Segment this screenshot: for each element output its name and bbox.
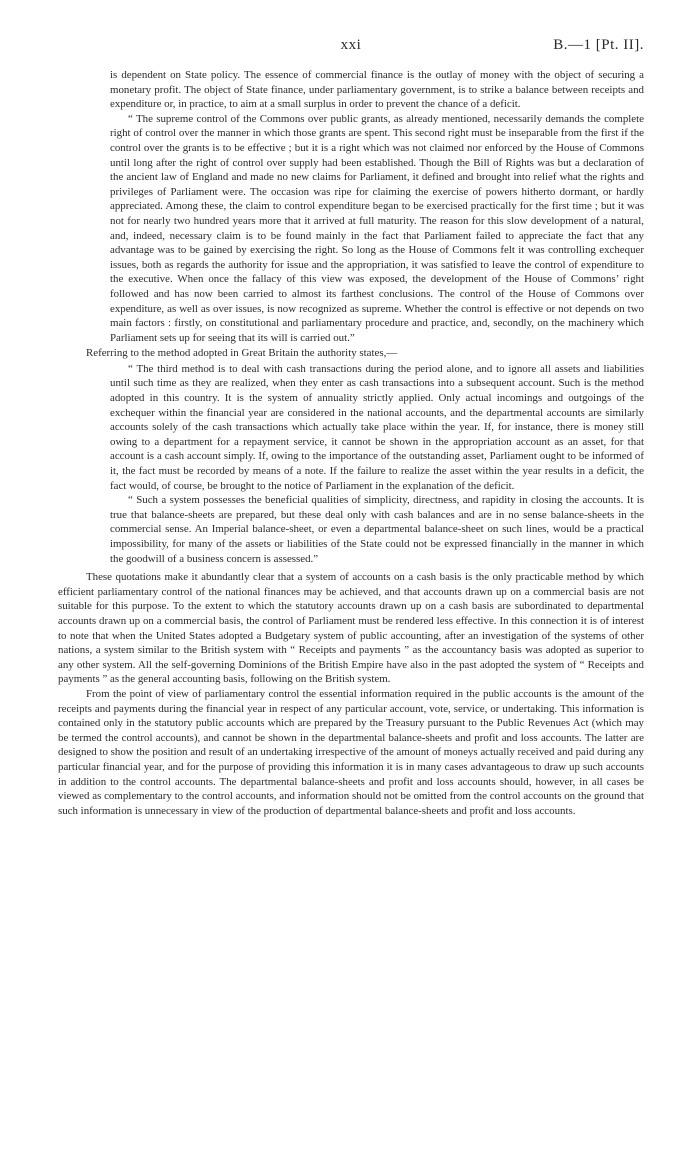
body-paragraph-1: These quotations make it abundantly clear that a system of accounts on a cash basis is the only practicable method by which efficient parliamentary control of the national finances may be achieved, and that accounts drawn up on a commercial basis are not suitable for this purpose. To the extent to which the statutory accounts drawn up on a cash basis are subordinated to departmental accounts drawn up on a commercial basis, the control of Parliament must be rendered less effective. In this connection it is of interest to note that when the United States adopted a Budgetary system of public accounting, after an investigation of the systems of other nations, a system similar to the British system with “ Receipts and payments ” as the accountancy basis was adopted as superior to any other system. All the self-governing Dominions of the British Empire have also in the past adopted the system of “ Receipts and payments ” as the general accounting basis, following on the British system.: [58, 571, 644, 686]
page-header: [58, 38, 644, 64]
lead-in-text: Referring to the method adopted in Great Britain the authority states,—: [86, 347, 398, 360]
quote-two-paragraph-2: “ Such a system possesses the beneficial qualities of simplicity, directness, and rapidity in closing the accounts. It is true that balance-sheets are prepared, but these deal only with cash balances and are in no sense balance-sheets in the commercial sense. An Imperial balance-sheet, or even a departmental balance-sheet on such lines, would be a practical impossibility, for many of the assets or liabilities of the State could not be expressed financially in the manner in which the goodwill of a business concern is assessed.”: [110, 494, 644, 565]
quote-one-paragraph-2: “ The supreme control of the Commons over public grants, as already mentioned, necessarily demands the complete right of control over the manner in which those grants are spent. This second right must be inseparable from the first if the control over the grants is to be effective ; but it is a right which was not claimed nor enforced by the House of Commons until long after the right of control over supply had been established. Though the Bill of Rights was but a declaration of the ancient law of England and made no new claims for Parliament, it defined and brought into relief what the rights and privileges of Parliament were. The occasion was ripe for claiming the exercise of powers hitherto dormant, or hardly appreciated. Among these, the claim to control expenditure began to be exercised practically for the first time ; but it was not for nearly two hundred years more that it arrived at full maturity. The reason for this slow development of a natural, and, indeed, necessary claim is to be found mainly in the fact that Parliament failed to appreciate the fact that any advantage was to be gained by exercising the right. So long as the House of Commons felt it was controlling exchequer issues, both as regards the authority for issue and the appropriation, it was satisfied to leave the control of expenditure to the executive. When once the fallacy of this view was exposed, the development of the House of Commons’ right followed and has now been carried to almost its farthest conclusions. The control of the House of Commons over expenditure, as well as over issues, is now recognized as supreme. Whether the control is effective or not depends on two main factors : firstly, on constitutional and parliamentary procedure and practice, and, secondly, on the machinery which Parliament sets up for seeing that its will is carried out.”: [110, 112, 644, 344]
page-number: xxi: [340, 37, 362, 53]
body-text: [58, 570, 644, 818]
quote-one-paragraph-1: is dependent on State policy. The essence of commercial finance is the outlay of money with the object of securing a monetary profit. The object of State finance, under parliamentary government, is to strike a balance between receipts and expenditure or, in practice, to aim at a small surplus in order to prevent the chance of a deficit.: [110, 69, 644, 111]
quotation-block-two: [58, 362, 644, 566]
body-paragraph-2: From the point of view of parliamentary control the essential information required in the public accounts is the amount of the receipts and payments during the financial year in respect of any particular account, vote, service, or undertaking. This information is contained only in the statutory public accounts which are prepared by the Treasury pursuant to the Public Revenues Act (which may be termed the control accounts), and cannot be shown in the departmental balance-sheets and profit and loss accounts. The latter are designed to show the position and result of an undertaking irrespective of the amount of moneys actually received and paid during any particular financial year, and for the purpose of providing this information it is in many cases advantageous to draw up such accounts in addition to the control accounts. The departmental balance-sheets and profit and loss accounts should, however, in all cases be viewed as complementary to the control accounts, and information should not be omitted from the control accounts on the ground that such information is unnecessary in view of the production of departmental balance-sheets and profit and loss accounts.: [58, 687, 644, 817]
document-reference: B.—1 [Pt. II].: [553, 37, 644, 53]
quotation-block-one: [58, 68, 644, 345]
quote-two-paragraph-1: “ The third method is to deal with cash transactions during the period alone, and to ignore all assets and liabilities until such time as they are realized, when they enter as cash transactions into a subsequent account. Such is the method adopted in this country. It is the system of annuality strictly applied. Only actual incomings and outgoings of the exchequer within the financial year are considered in the national accounts, and the departmental accounts are similarly accounts solely of the cash transactions which actually take place within the year. If, for instance, there is money still owing to a department for a repayment service, it cannot be shown in the appropriation account as an asset, for that account is a cash account simply. If, owing to the importance of the outstanding asset, Parliament ought to be informed of it, the fact must be recorded by means of a note. If the failure to realize the asset within the year results in a deficit, the fact would, of course, be brought to the notice of Parliament in the explanation of the deficit.: [110, 362, 644, 492]
